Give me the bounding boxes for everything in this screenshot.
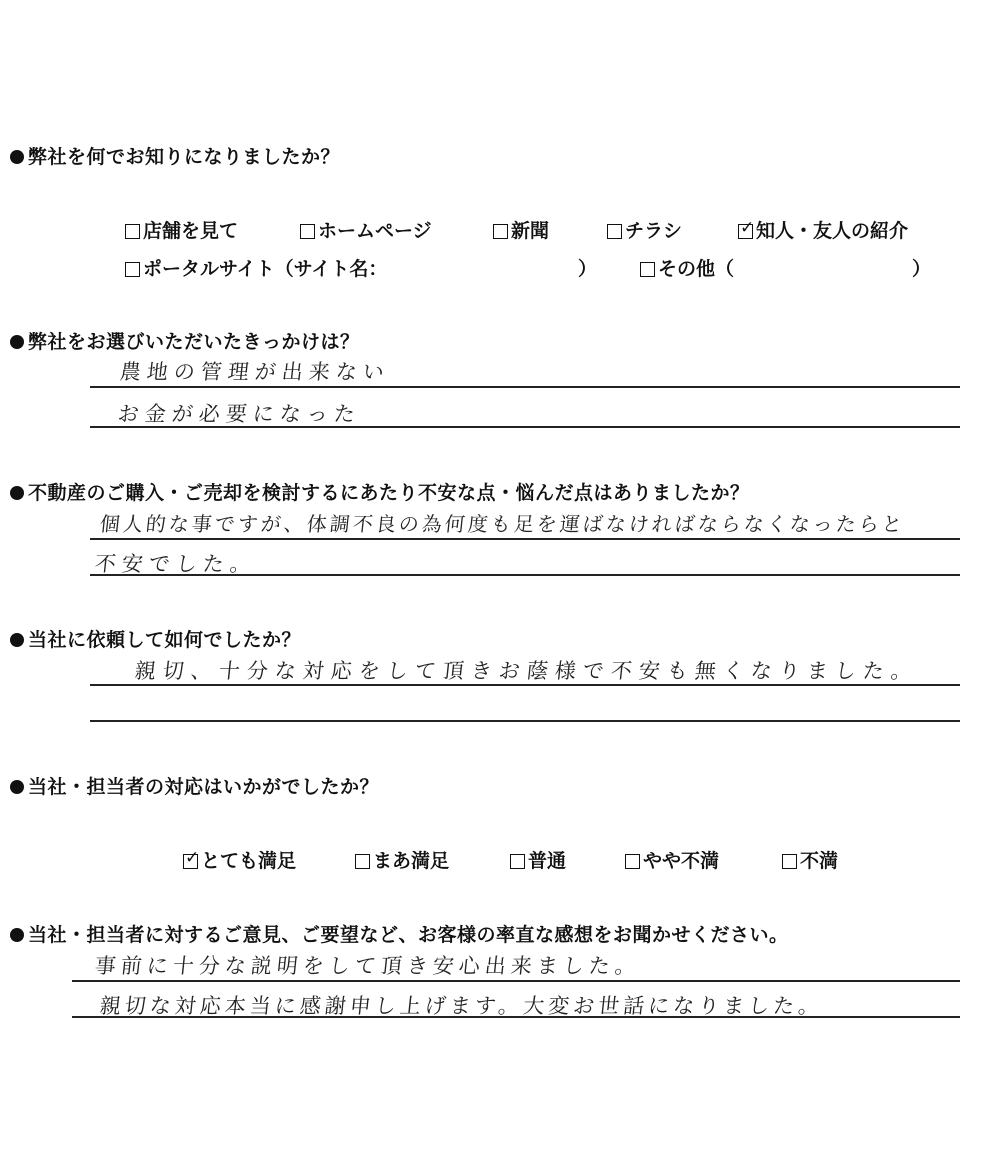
option-portal-site[interactable]: ポータルサイト（サイト名： [125,254,387,281]
other-close-paren: ） [912,258,932,280]
checkbox-icon[interactable] [493,224,508,239]
option-other[interactable]: その他（ [640,254,734,281]
answer-rule [72,1016,960,1018]
rating-very-satisfied[interactable]: ✓とても満足 [183,846,296,873]
question-how-was-it: 当社に依頼して如何でしたか？ [10,625,301,652]
question-staff-rating: 当社・担当者の対応はいかがでしたか？ [10,772,379,799]
answer-rule [90,574,960,576]
rating-satisfied[interactable]: まあ満足 [355,846,449,873]
rating-neutral[interactable]: 普通 [510,846,566,873]
answer-line: 親切な対応本当に感謝申し上げます。大変お世話になりました。 [98,994,825,1018]
rating-dissatisfied[interactable]: 不満 [782,846,838,873]
rating-somewhat-dissatisfied[interactable]: やや不満 [625,846,719,873]
answer-line: お金が必要になった [116,402,363,426]
checkbox-checked-icon[interactable] [183,854,198,869]
answer-rule [90,386,960,388]
answer-line: 個人的な事ですが、体調不良の為何度も足を運ばなければならなくなったらと [98,512,907,536]
checkbox-icon[interactable] [125,224,140,239]
answer-rule [90,684,960,686]
option-homepage[interactable]: ホームページ [300,216,432,243]
bullet-icon [10,780,24,794]
answer-rule [90,538,960,540]
option-referral[interactable]: ✓ 知人・友人の紹介 [738,216,908,243]
answer-line: 親切、十分な対応をして頂きお蔭様で不安も無くなりました。 [133,659,921,683]
checkbox-icon[interactable] [300,224,315,239]
checkbox-icon[interactable] [355,854,370,869]
checkbox-icon[interactable] [607,224,622,239]
answer-line: 不安でした。 [93,552,259,576]
question-how-found: 弊社を何でお知りになりましたか？ [10,142,340,169]
answer-rule [90,426,960,428]
option-flyer[interactable]: チラシ [607,216,682,243]
checkbox-icon[interactable] [625,854,640,869]
bullet-icon [10,633,24,647]
question-feedback: 当社・担当者に対するご意見、ご要望など、お客様の率直な感想をお聞かせください。 [10,920,789,947]
bullet-icon [10,928,24,942]
bullet-icon [10,335,24,349]
answer-rule [90,720,960,722]
question-why-chosen: 弊社をお選びいただいたきっかけは？ [10,327,360,354]
bullet-icon [10,486,24,500]
checkbox-icon[interactable] [782,854,797,869]
answer-line: 事前に十分な説明をして頂き安心出来ました。 [93,954,643,978]
portal-close-paren: ） [578,258,598,280]
checkbox-checked-icon[interactable] [738,224,753,239]
option-store[interactable]: 店舗を見て [125,216,238,243]
bullet-icon [10,150,24,164]
question-concerns: 不動産のご購入・ご売却を検討するにあたり不安な点・悩んだ点はありましたか？ [10,478,750,505]
checkbox-icon[interactable] [510,854,525,869]
checkbox-icon[interactable] [125,262,140,277]
answer-rule [72,980,960,982]
answer-line: 農地の管理が出来ない [118,360,392,384]
option-newspaper[interactable]: 新聞 [493,216,549,243]
checkbox-icon[interactable] [640,262,655,277]
